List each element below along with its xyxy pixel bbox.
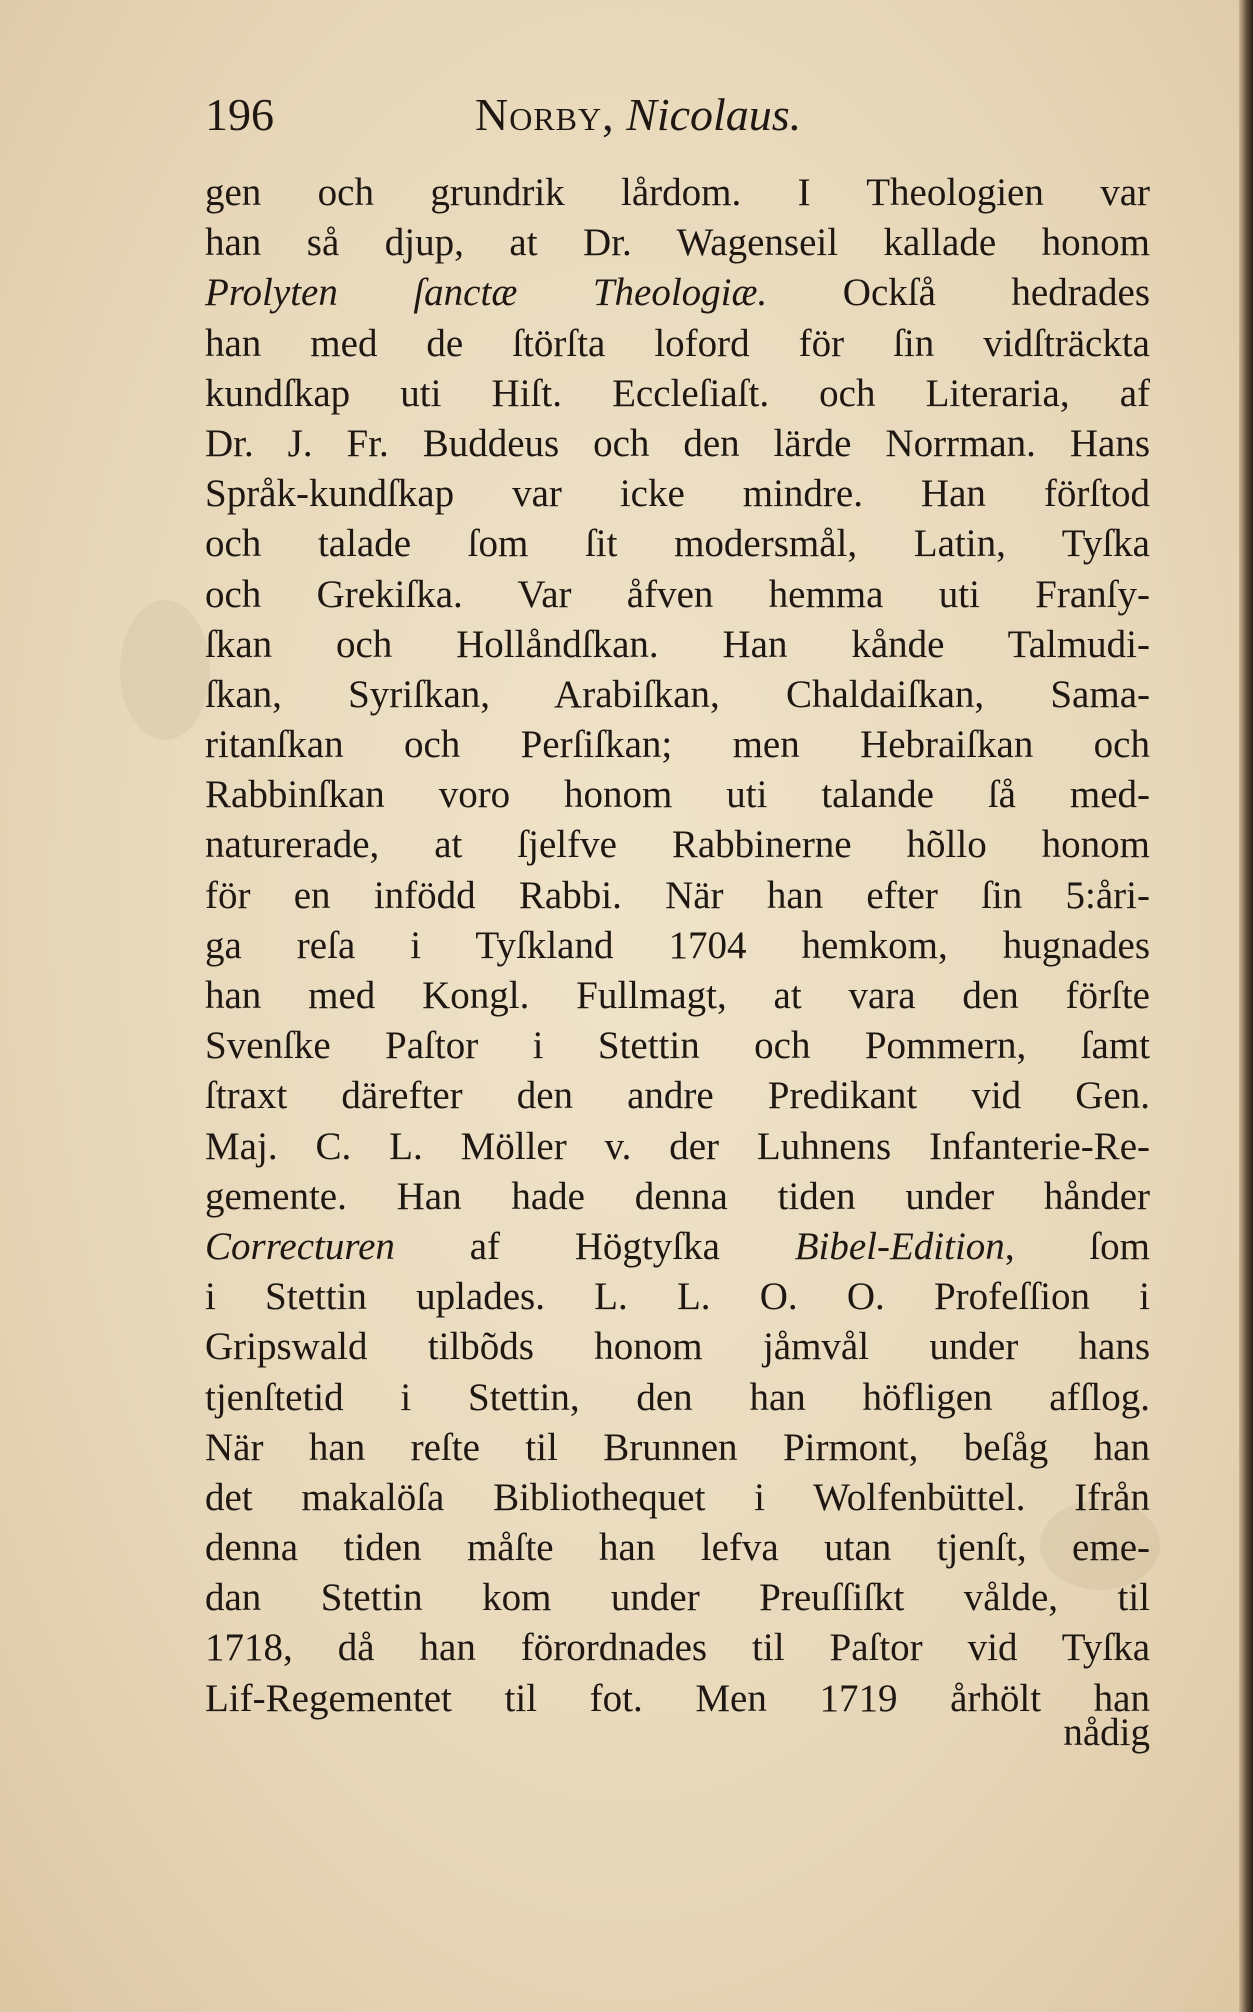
text-line: ſtraxt därefter den andre Predikant vid Gen. [205,1074,1150,1118]
text-line: Lif-Regementet til fot. Men 1719 århölt han [205,1676,1150,1720]
text-line: ſkan och Hollåndſkan. Han kånde Talmudi- [205,622,1150,666]
text-line: gemente. Han hade denna tiden under hånder [205,1174,1150,1218]
line-segment: , ſom [1004,1224,1150,1268]
text-line: i Stettin uplades. L. L. O. O. Profeſſion i [205,1275,1150,1319]
text-line: Gripswald tilbõds honom jåmvål under hans [205,1325,1150,1369]
text-line: 1718, då han förordnades til Paſtor vid Tyſka [205,1626,1150,1670]
line-segment: Ockſå hedrades [767,271,1150,315]
paper-stain [120,600,210,740]
line-segment: af Högtyſka [394,1224,795,1268]
text-line: gen och grundrik lårdom. I Theologien var [205,171,1150,214]
running-head-surname: Norby, [475,89,615,140]
text-line: dan Stettin kom under Preuſſiſkt vålde, til [205,1576,1150,1620]
text-line [205,1222,1150,1272]
text-line: och Grekiſka. Var åfven hemma uti Franſy- [205,572,1150,616]
text-line: han så djup, at Dr. Wagenseil kallade honom [205,221,1150,265]
body-text [205,168,1150,1724]
text-line: det makalöſa Bibliothequet i Wolfenbüttel. Ifrån [205,1475,1150,1519]
text-line: När han reſte til Brunnen Pirmont, beſåg han [205,1425,1150,1469]
italic-phrase: Prolyten ſanctæ Theologiæ. [205,271,768,315]
text-line: för en infödd Rabbi. När han efter ſin 5:åri- [205,873,1150,917]
italic-phrase: Bibel-Edition [794,1224,1005,1268]
running-head-given-name: Nicolaus. [626,89,802,140]
text-line: denna tiden måſte han lefva utan tjenſt, eme- [205,1526,1150,1570]
italic-phrase: Correcturen [205,1224,395,1268]
book-spine-edge [1239,0,1253,2012]
text-line: kundſkap uti Hiſt. Eccleſiaſt. och Literaria, af [205,371,1150,415]
running-head [475,80,801,150]
page-header [205,80,1155,150]
text-line: han med Kongl. Fullmagt, at vara den förſte [205,974,1150,1017]
text-line: och talade ſom ſit modersmål, Latin, Tyſka [205,522,1150,566]
text-line: ritanſkan och Perſiſkan; men Hebraiſkan och [205,723,1150,767]
text-line: Maj. C. L. Möller v. der Luhnens Infanterie-Re- [205,1124,1150,1168]
text-line: Svenſke Paſtor i Stettin och Pommern, ſamt [205,1024,1150,1068]
text-line: Rabbinſkan voro honom uti talande ſå med- [205,773,1150,817]
catchword: nådig [1063,1711,1150,1754]
text-line: ga reſa i Tyſkland 1704 hemkom, hugnades [205,923,1150,967]
page-number: 196 [205,89,274,140]
text-line: Dr. J. Fr. Buddeus och den lärde Norrman. Hans [205,421,1150,465]
text-line [205,268,1150,318]
text-line: naturerade, at ſjelfve Rabbinerne hõllo honom [205,823,1150,867]
text-line: ſkan, Syriſkan, Arabiſkan, Chaldaiſkan, Sama- [205,672,1150,716]
text-line: Språk-kundſkap var icke mindre. Han förſtod [205,472,1150,516]
text-line: han med de ſtörſta loford för ſin vidſträckta [205,321,1150,365]
text-line: tjenſtetid i Stettin, den han höfligen afſlog. [205,1375,1150,1419]
